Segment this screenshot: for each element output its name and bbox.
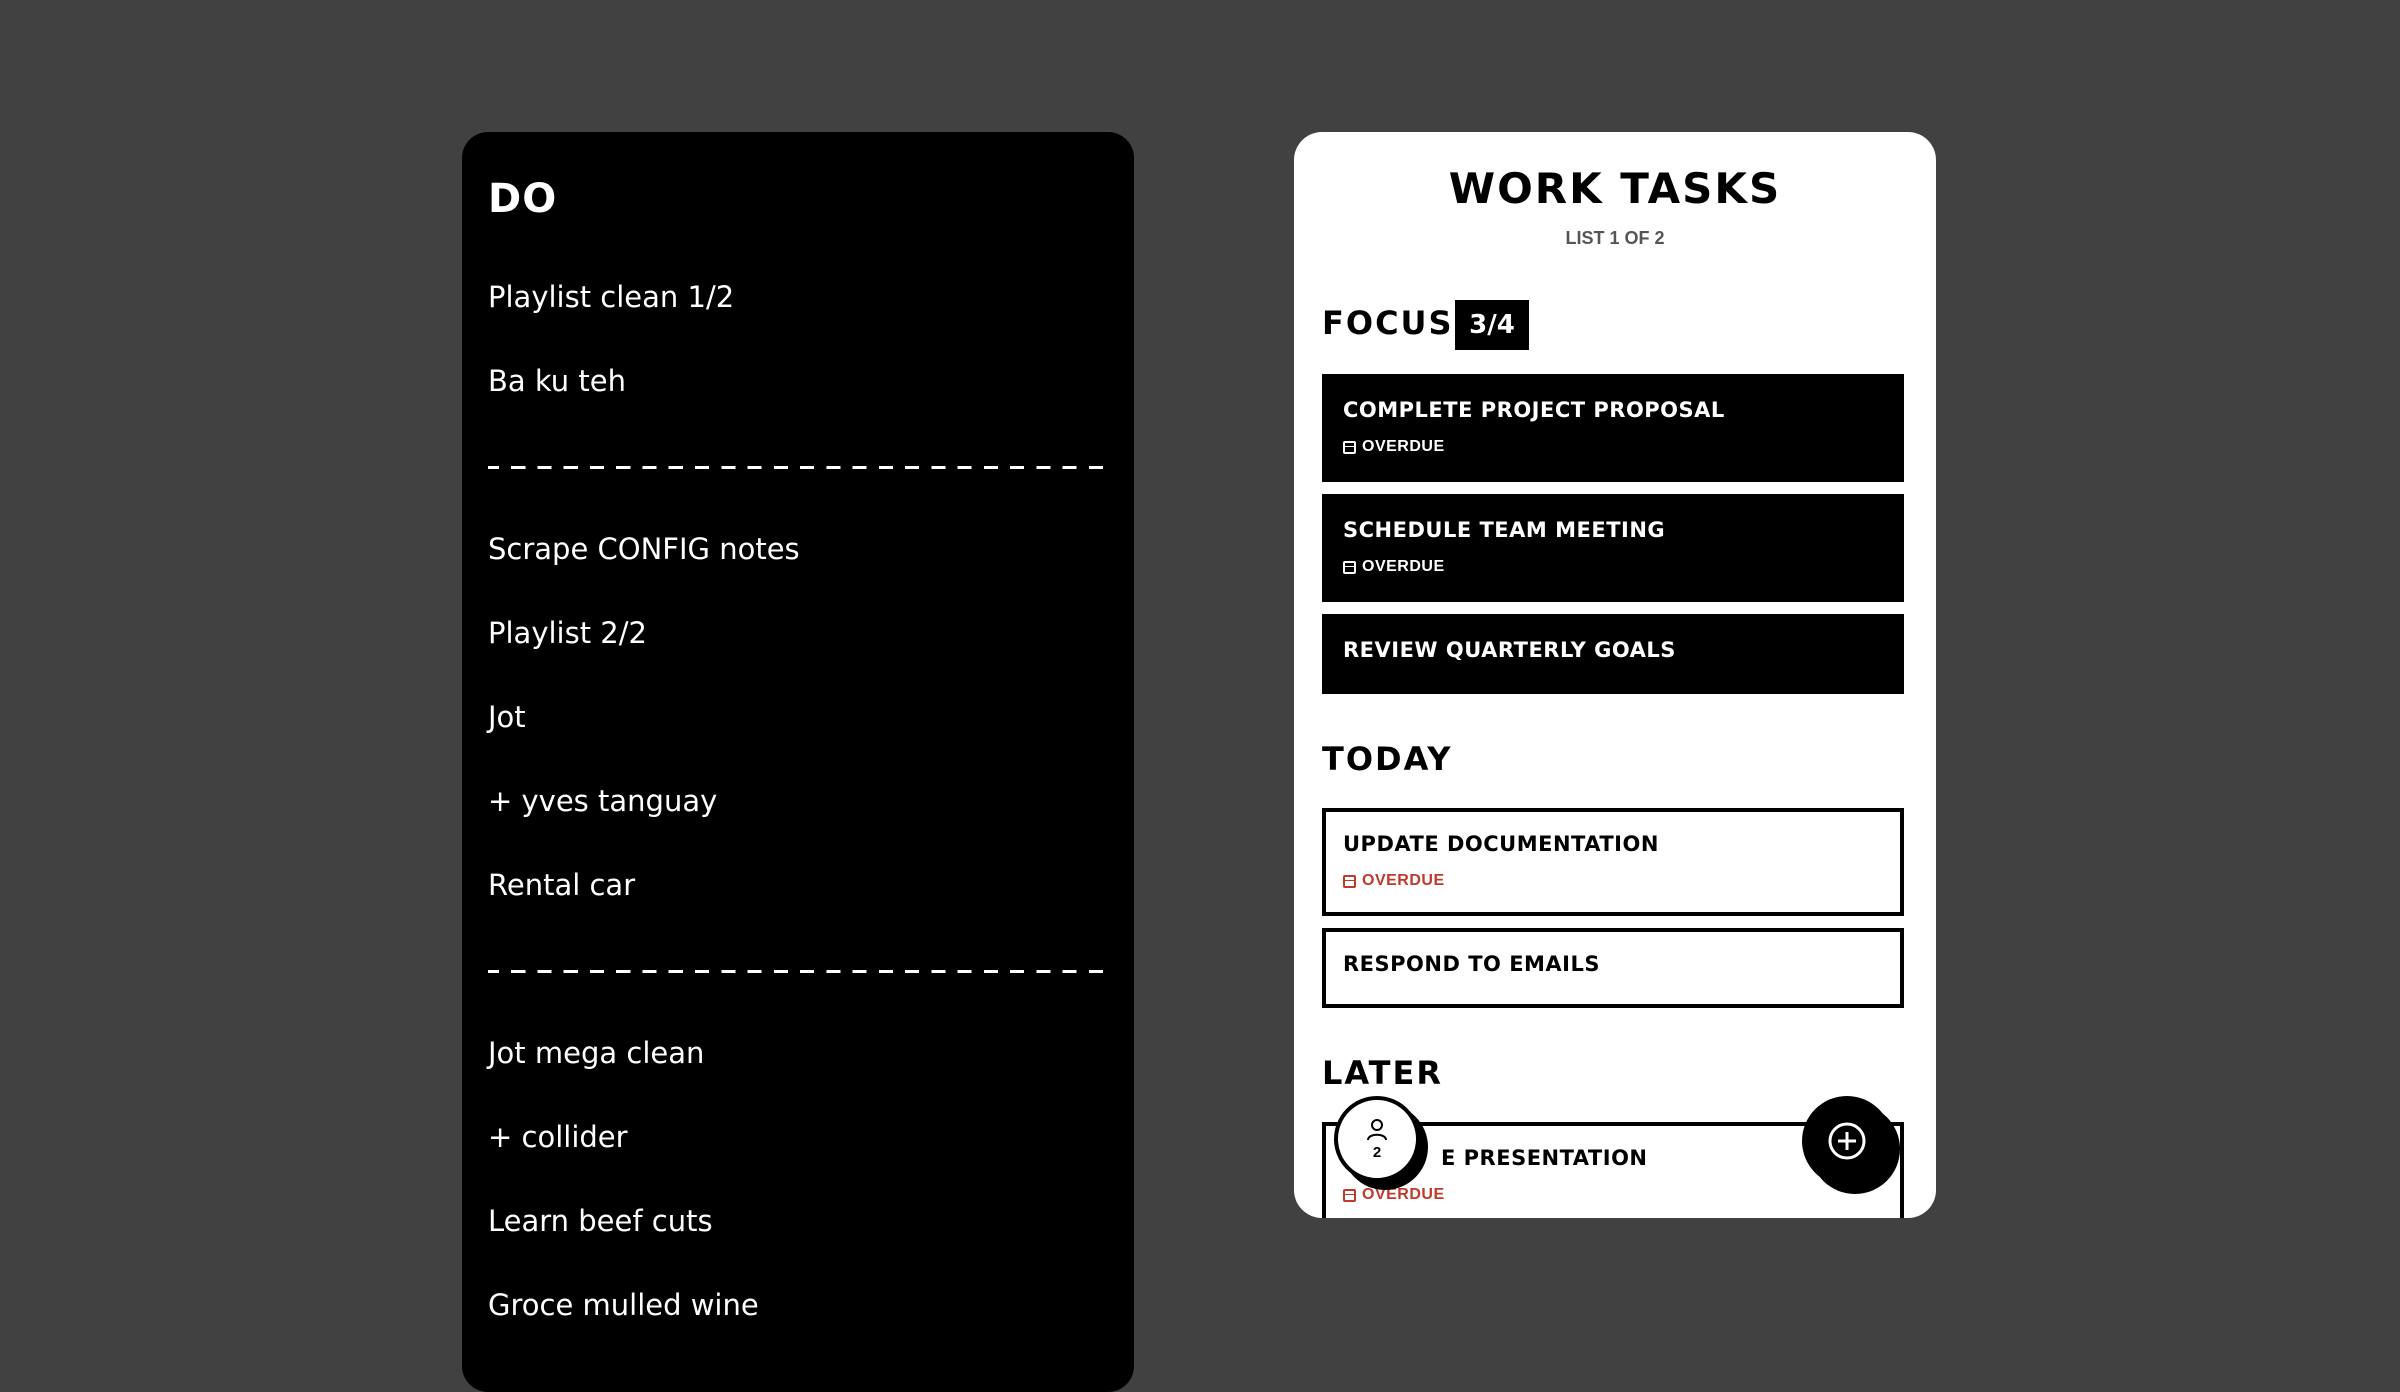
task-title: UPDATE DOCUMENTATION: [1343, 832, 1659, 856]
task-card[interactable]: [1322, 928, 1904, 1008]
calendar-icon: [1343, 1189, 1356, 1202]
do-list-item[interactable]: + yves tanguay: [488, 784, 718, 818]
section-heading-focus: FOCUS: [1322, 304, 1454, 342]
task-due: [1343, 438, 1445, 456]
dashed-divider: [488, 970, 1108, 973]
task-due: [1343, 1186, 1445, 1204]
do-list-item[interactable]: Scrape CONFIG notes: [488, 532, 800, 566]
calendar-icon: [1343, 561, 1356, 574]
task-card[interactable]: [1322, 374, 1904, 482]
do-list-item[interactable]: Rental car: [488, 868, 636, 902]
calendar-icon: [1343, 875, 1356, 888]
task-card[interactable]: [1322, 494, 1904, 602]
do-list-item[interactable]: Groce mulled wine: [488, 1288, 759, 1322]
calendar-icon: [1343, 441, 1356, 454]
task-title: RESPOND TO EMAILS: [1343, 952, 1601, 976]
do-list-item[interactable]: Learn beef cuts: [488, 1204, 713, 1238]
task-title: REVIEW QUARTERLY GOALS: [1343, 638, 1676, 662]
section-heading-today: TODAY: [1322, 740, 1453, 778]
add-task-button[interactable]: [1802, 1096, 1892, 1186]
section-heading-later: LATER: [1322, 1054, 1443, 1092]
page-title: WORK TASKS: [1448, 164, 1782, 213]
focus-count-badge: 3/4: [1455, 300, 1529, 350]
do-list-item[interactable]: Jot mega clean: [488, 1036, 705, 1070]
do-list-item[interactable]: Jot: [488, 700, 526, 734]
overdue-label: OVERDUE: [1362, 1186, 1445, 1203]
dashed-divider: [488, 466, 1108, 469]
overdue-label: OVERDUE: [1362, 558, 1445, 575]
list-indicator: LIST 1 OF 2: [1565, 228, 1665, 248]
work-tasks-card: [1294, 132, 1936, 1218]
do-list-panel: [462, 132, 1134, 1392]
plus-circle-icon: [1827, 1121, 1867, 1161]
do-list-item[interactable]: Playlist clean 1/2: [488, 280, 735, 314]
user-icon: [1366, 1118, 1388, 1142]
overdue-label: OVERDUE: [1362, 438, 1445, 455]
task-title: SCHEDULE TEAM MEETING: [1343, 518, 1666, 542]
do-list-title: DO: [488, 176, 558, 222]
task-card[interactable]: [1322, 808, 1904, 916]
task-due: [1343, 558, 1445, 576]
task-due: [1343, 872, 1445, 890]
users-button[interactable]: [1334, 1096, 1420, 1182]
task-title: COMPLETE PROJECT PROPOSAL: [1343, 398, 1725, 422]
do-list-item[interactable]: Ba ku teh: [488, 364, 626, 398]
task-card[interactable]: [1322, 614, 1904, 694]
task-title: E PRESENTATION: [1441, 1146, 1648, 1170]
do-list-item[interactable]: + collider: [488, 1120, 628, 1154]
user-count: 2: [1372, 1143, 1382, 1161]
do-list-item[interactable]: Playlist 2/2: [488, 616, 647, 650]
overdue-label: OVERDUE: [1362, 872, 1445, 889]
